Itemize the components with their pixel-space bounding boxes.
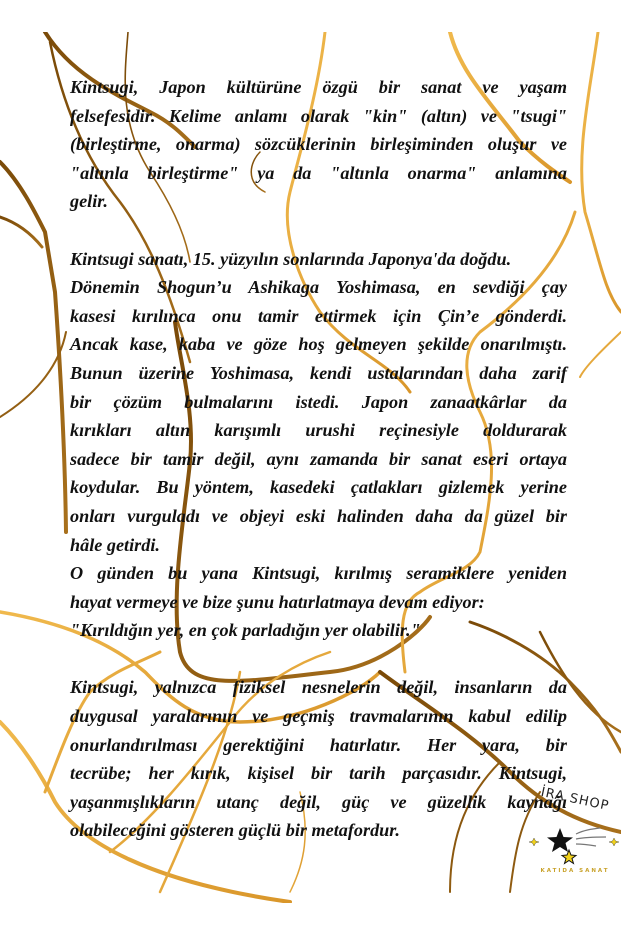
- star-icon: [547, 828, 573, 852]
- text-line: yaşanmışlıkların utanç değil, güç ve güzellik kaynağı: [70, 791, 567, 812]
- sparkle-icon: [529, 838, 539, 846]
- shooting-star-icon: [526, 820, 621, 870]
- text-line: "altınla birleştirme" ya da "altınla onarma" anlamına: [70, 162, 567, 183]
- text-line: onurlandırılması gerektiğini hatırlatır. Her yara, bir: [70, 734, 567, 755]
- logo-title: İRA SHOP: [539, 784, 611, 815]
- text-line: Bunun üzerine Yoshimasa, kendi ustalarından daha zarif: [70, 362, 567, 383]
- text-line: sadece bir tamir değil, aynı zamanda bir sanat eseri ortaya: [70, 448, 567, 469]
- text-line: gelir.: [70, 191, 108, 212]
- text-line: felsefesidir. Kelime anlamı olarak "kin" (altın) ve "tsugi": [70, 105, 567, 126]
- text-line: O günden bu yana Kintsugi, kırılmış seramiklere yeniden: [70, 563, 567, 584]
- text-line: tecrübe; her kırık, kişisel bir tarih parçasıdır. Kintsugi,: [70, 763, 567, 784]
- text-line: kasesi kırılınca onu tamir ettirmek için Çin’e gönderdi.: [70, 305, 567, 326]
- text-line: koydular. Bu yöntem, kasedeki çatlakları gizlemek yerine: [70, 477, 567, 498]
- quote-line: "Kırıldığın yer, en çok parladığın yer olabilir.": [70, 620, 421, 641]
- text-line: Ancak kase, kaba ve göze hoş gelmeyen şekilde onarılmıştı.: [70, 334, 567, 355]
- text-line: duygusal yaralarının ve geçmiş travmalarının kabul edilip: [70, 706, 567, 727]
- text-line: olabileceğini gösteren güçlü bir metafordur.: [70, 820, 400, 841]
- text-line: Kintsugi sanatı, 15. yüzyılın sonlarında Japonya'da doğdu.: [70, 248, 512, 269]
- text-line: Dönemin Shogun’u Ashikaga Yoshimasa, en sevdiği çay: [70, 277, 567, 298]
- paragraph-history: [70, 245, 567, 645]
- text-line: Kintsugi, yalnızca fiziksel nesnelerin değil, insanların da: [70, 677, 567, 698]
- text-line: bir çözüm bulmalarını istedi. Japon zanaatkârlar da: [70, 391, 567, 412]
- text-line: (birleştirme, onarma) sözcüklerinin birleşiminden oluşur ve: [70, 134, 567, 155]
- text-line: hayat vermeye ve bize şunu hatırlatmaya devam ediyor:: [70, 591, 485, 612]
- text-line: kırıkları altın karışımlı urushi reçinesiyle doldurarak: [70, 420, 567, 441]
- small-star-icon: [562, 850, 576, 864]
- text-line: hâle getirdi.: [70, 534, 160, 555]
- text-line: Kintsugi, Japon kültürüne özgü bir sanat ve yaşam: [70, 77, 567, 97]
- article-text: [70, 73, 567, 845]
- paragraph-metaphor: [70, 673, 567, 845]
- ira-shop-logo: [526, 784, 621, 902]
- text-line: onları vurguladı ve objeyi eski halinden daha da güzel bir: [70, 505, 567, 526]
- logo-subtitle: KATIDA SANAT: [540, 868, 610, 874]
- paragraph-definition: [70, 73, 567, 216]
- sparkle-icon: [609, 838, 619, 846]
